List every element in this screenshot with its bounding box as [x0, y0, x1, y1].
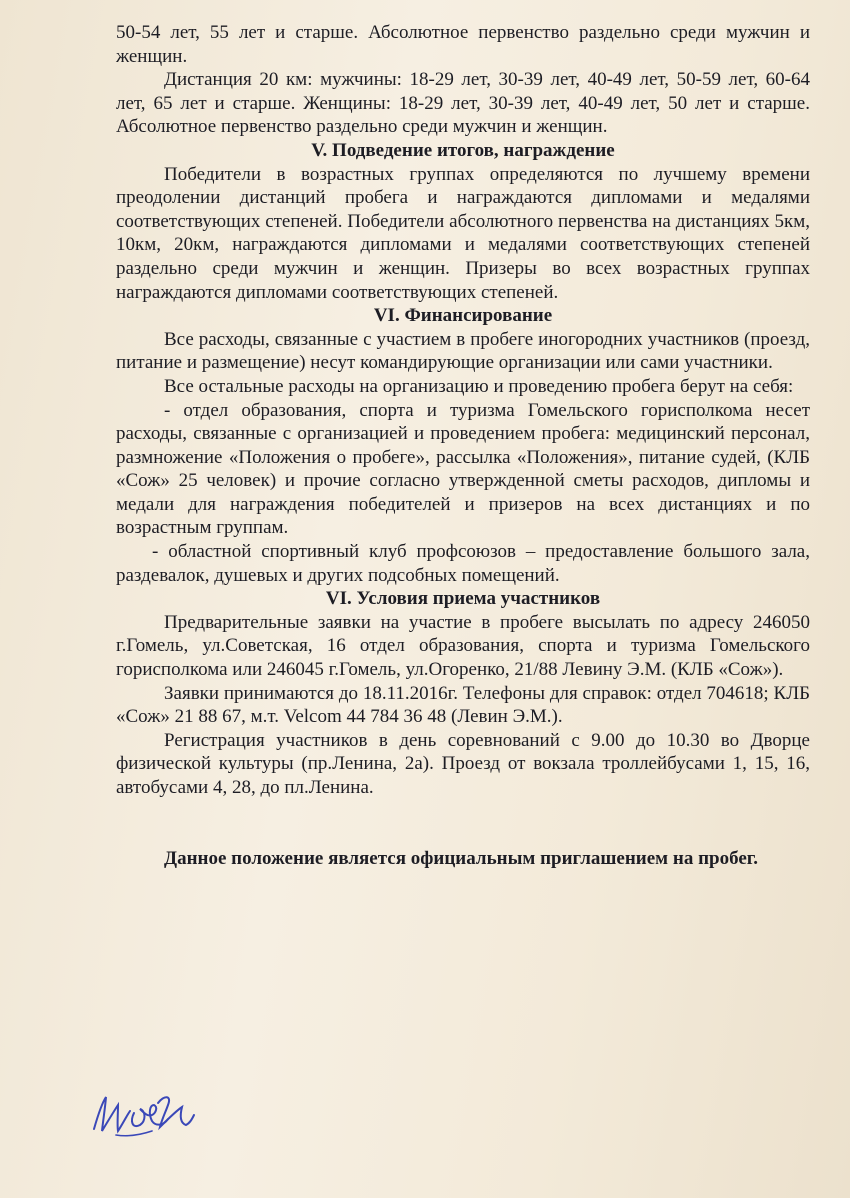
section-heading-financing: VI. Финансирование [373, 305, 553, 327]
spacer [116, 800, 810, 847]
paragraph-sports-club: - областной спортивный клуб профсоюзов – предоставление большого зала, раздевалок, душевых и других подсобных помещений. [116, 541, 810, 586]
paragraph-deadline-phones: Заявки принимаются до 18.11.2016г. Телефоны для справок: отдел 704618; КЛБ «Сож» 21 88 67, м.т. Velcom 44 784 36 48 (Левин Э.М.). [116, 682, 810, 728]
paragraph-distance-20km: Дистанция 20 км: мужчины: 18-29 лет, 30-39 лет, 40-49 лет, 50-59 лет, 60-64 лет, 65 лет и старше. Женщины: 18-29 лет, 30-39 лет, 40-49 лет, 50 лет и старше. Абсолютное первенство раздельно среди мужчин и женщин. [116, 69, 810, 138]
paragraph-registration: Регистрация участников в день соревнований с 9.00 до 10.30 во Дворце физической культуры (пр.Ленина, 2а). Проезд от вокзала троллейбусами 1, 15, 16, автобусами 4, 28, до пл.Ленина. [116, 729, 810, 798]
paragraph-applications: Предварительные заявки на участие в пробеге высылать по адресу 246050 г.Гомель, ул.Советская, 16 отдел образования, спорта и туризма Гомельского горисполкома или 246045 г.Гомель, ул.Огоренко, 21/88 Левину Э.М. (КЛБ «Сож»). [116, 611, 810, 681]
paragraph-expenses-other: Все остальные расходы на организацию и проведению пробега берут на себя: [164, 375, 794, 397]
section-heading-conditions: VI. Условия приема участников [325, 588, 601, 610]
handwritten-signature-icon [88, 1085, 198, 1143]
section-heading-results: V. Подведение итогов, награждение [311, 139, 615, 161]
paragraph-winners: Победители в возрастных группах определяются по лучшему времени преодолении дистанций пробега и награждаются дипломами и медалями соответствующих степеней. Победители абсолютного первенства на дистанциях 5км, 10км, 20км, награждаются дипломами и медалями соответствующих степеней раздельно среди мужчин и женщин. Призеры во всех возрастных группах награждаются дипломами соответствующих степеней. [116, 163, 810, 303]
document-body [116, 21, 810, 870]
paragraph-education-dept: - отдел образования, спорта и туризма Гомельского горисполкома несет расходы, связанные с организацией и проведением пробега: медицинский персонал, размножение «Положения о пробеге», рассылка «Положения», питание судей, (КЛБ «Сож» 25 человек) и прочие согласно утвержденной сметы расходов, дипломы и медали для награждения победителей и призеров на всех дистанциях и по возрастным группам. [116, 399, 810, 539]
closing-statement: Данное положение является официальным приглашением на пробег. [164, 847, 759, 869]
paragraph-age-groups-tail: 50-54 лет, 55 лет и старше. Абсолютное первенство раздельно среди мужчин и женщин. [116, 22, 810, 67]
paragraph-expenses-outside: Все расходы, связанные с участием в пробеге иногородних участников (проезд, питание и размещение) несут командирующие организации или сами участники. [116, 328, 810, 374]
